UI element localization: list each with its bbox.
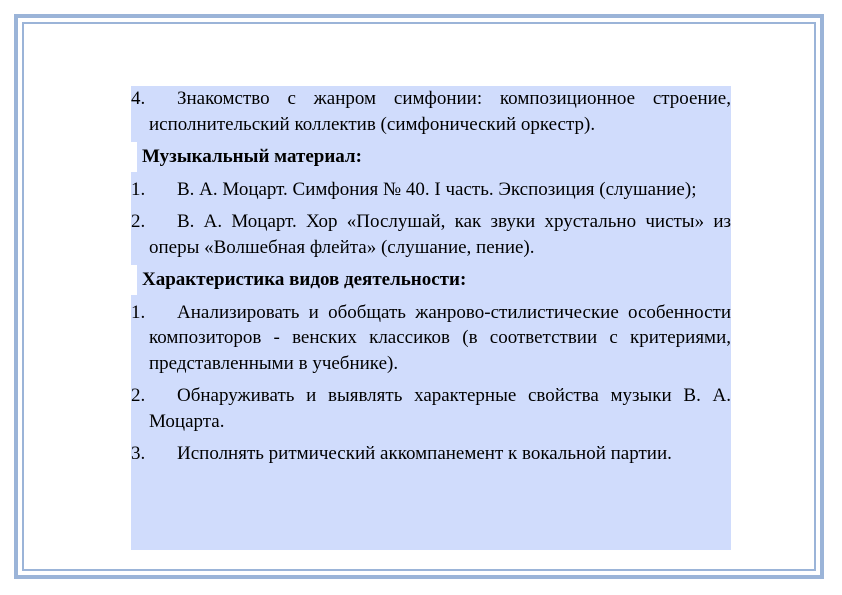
activity-item	[131, 441, 731, 467]
list-number: 1.	[131, 301, 146, 323]
list-item-text: Обнаруживать и выявлять характерные свойства музыки В. А. Моцарта.	[149, 385, 731, 432]
music-material-heading: Музыкальный материал:	[131, 144, 731, 170]
list-number: 4.	[131, 88, 146, 109]
activity-item	[131, 383, 731, 434]
list-item-text: Исполнять ритмический аккомпанемент к вокальной партии.	[177, 443, 672, 464]
music-material-item	[131, 209, 731, 260]
list-number: 1.	[131, 178, 146, 200]
list-item-text: Знакомство с жанром симфонии: композиционное строение, исполнительский коллектив (симфонический оркестр).	[149, 88, 731, 135]
list-number: 2.	[131, 211, 146, 232]
list-item-text: В. А. Моцарт. Симфония № 40. I часть. Экспозиция (слушание);	[177, 178, 697, 200]
list-number: 2.	[131, 385, 146, 406]
music-material-item	[131, 177, 731, 203]
activities-heading: Характеристика видов деятельности:	[131, 267, 731, 293]
list-number: 3.	[131, 443, 146, 464]
list-item-text: Анализировать и обобщать жанрово-стилистические особенности композиторов - венских классиков (в соответствии с критериями, представленными в учебнике).	[149, 301, 731, 374]
slide-content	[131, 86, 731, 550]
activity-item	[131, 300, 731, 377]
list-item-text: В. А. Моцарт. Хор «Послушай, как звуки хрустально чисты» из оперы «Волшебная флейта» (слушание, пение).	[149, 211, 731, 258]
intro-item	[131, 86, 731, 137]
